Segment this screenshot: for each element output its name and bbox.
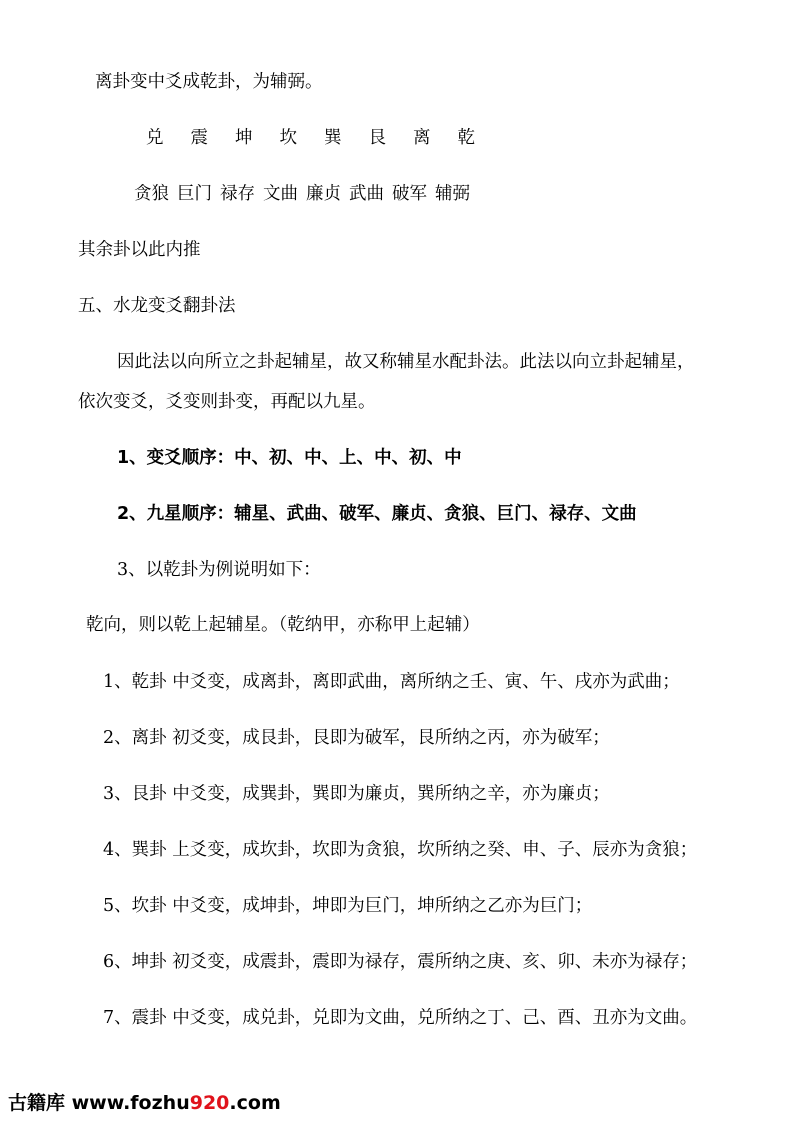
bold-line: 2、九星顺序：辅星、武曲、破军、廉贞、贪狼、巨门、禄存、文曲	[117, 504, 637, 524]
trigram-zhen: 震	[190, 128, 208, 148]
text-line: 其余卦以此内推	[78, 240, 201, 260]
step-line: 5、坎卦 中爻变，成坤卦，坤即为巨门，坤所纳之乙亦为巨门；	[103, 896, 593, 916]
step-line: 2、离卦 初爻变，成艮卦，艮即为破军，艮所纳之丙，亦为破军；	[103, 728, 610, 748]
trigram-li: 离	[413, 128, 431, 148]
trigram-kun: 坤	[235, 128, 253, 148]
star-wenqu: 文曲	[263, 184, 298, 204]
section-heading: 五、水龙变爻翻卦法	[78, 296, 236, 316]
step-line: 7、震卦 中爻变，成兑卦，兑即为文曲，兑所纳之丁、己、酉、丑亦为文曲。	[103, 1008, 698, 1028]
watermark-footer	[8, 1088, 281, 1115]
trigram-kan: 坎	[279, 128, 297, 148]
star-wuqu: 武曲	[349, 184, 384, 204]
star-fubi: 辅弼	[435, 184, 470, 204]
star-lianzhen: 廉贞	[306, 184, 341, 204]
step-line: 1、乾卦 中爻变，成离卦，离即武曲，离所纳之壬、寅、午、戌亦为武曲；	[103, 672, 680, 692]
footer-url-number: 920	[189, 1092, 230, 1114]
star-tanlang: 贪狼	[134, 184, 169, 204]
step-line: 4、巽卦 上爻变，成坎卦，坎即为贪狼，坎所纳之癸、申、子、辰亦为贪狼；	[103, 840, 698, 860]
text-line: 因此法以向所立之卦起辅星，故又称辅星水配卦法。此法以向立卦起辅星，	[117, 352, 695, 372]
trigram-gen: 艮	[368, 128, 386, 148]
star-jumen: 巨门	[177, 184, 212, 204]
text-line: 3、以乾卦为例说明如下：	[117, 560, 321, 580]
trigram-xun: 巽	[324, 128, 342, 148]
footer-url-suffix: .com	[229, 1092, 281, 1114]
intro-line: 离卦变中爻成乾卦，为辅弼。	[95, 72, 323, 92]
footer-url-prefix: www.fozhu	[65, 1092, 190, 1114]
step-line: 3、艮卦 中爻变，成巽卦，巽即为廉贞，巽所纳之辛，亦为廉贞；	[103, 784, 610, 804]
text-line: 乾向，则以乾上起辅星。（乾纳甲，亦称甲上起辅）	[86, 615, 480, 635]
step-line: 6、坤卦 初爻变，成震卦，震即为禄存，震所纳之庚、亥、卯、未亦为禄存；	[103, 952, 698, 972]
trigram-dui: 兑	[146, 128, 164, 148]
text-line: 依次变爻，爻变则卦变，再配以九星。	[78, 392, 376, 412]
footer-brand: 古籍库	[8, 1092, 66, 1114]
star-pojun: 破军	[392, 184, 427, 204]
trigram-qian: 乾	[457, 128, 475, 148]
trigram-row	[146, 126, 475, 150]
star-row	[134, 182, 470, 206]
bold-line: 1、变爻顺序：中、初、中、上、中、初、中	[117, 448, 462, 468]
star-lucun: 禄存	[220, 184, 255, 204]
